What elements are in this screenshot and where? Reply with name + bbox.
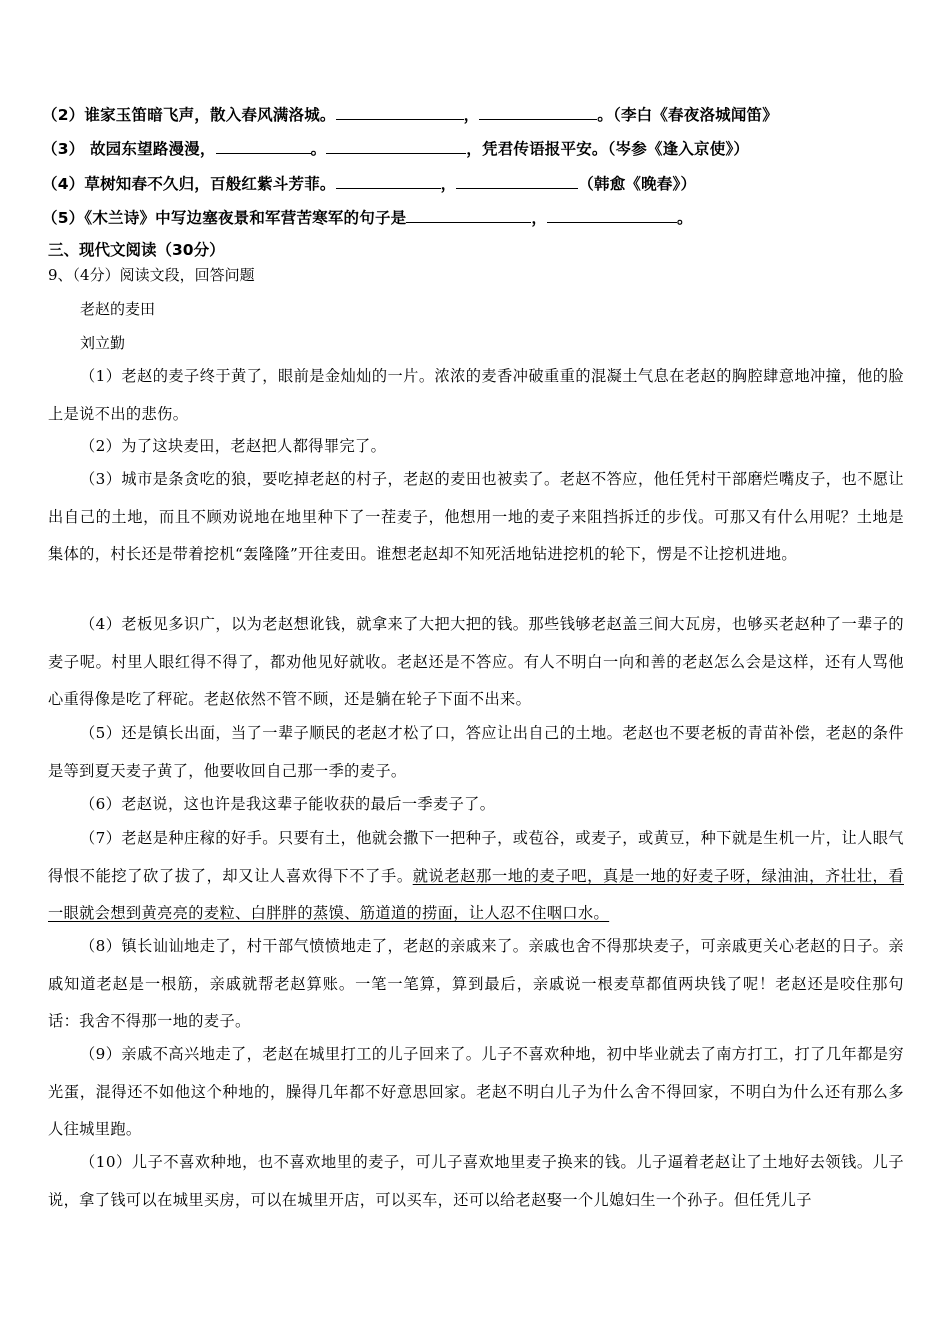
answer-blank[interactable] bbox=[479, 105, 597, 120]
fill-item-prompt: 故园东望路漫漫， bbox=[84, 140, 216, 158]
fill-item-number: （5） bbox=[42, 209, 85, 227]
paragraph-9: （9）亲戚不高兴地走了，老赵在城里打工的儿子回来了。儿子不喜欢种地，初中毕业就去了南方打工，打了几年都是穷光蛋，混得还不如他这个种地的，臊得几年都不好意思回家。老赵不明白儿子为什么舍不得回家，不明白为什么还有那么多人往城里跑。 bbox=[48, 1045, 904, 1138]
article-title: 老赵的麦田 bbox=[80, 300, 156, 318]
paragraph-10: （10）儿子不喜欢种地，也不喜欢地里的麦子，可儿子喜欢地里麦子换来的钱。儿子逼着老赵让了土地好去领钱。儿子说，拿了钱可以在城里买房，可以在城里开店，可以买车，还可以给老赵娶一个儿媳妇生一个孙子。但任凭儿子 bbox=[48, 1153, 904, 1209]
fill-item-prompt: 谁家玉笛暗飞声，散入春风满洛城。 bbox=[84, 106, 336, 124]
paragraph-6: （6）老赵说，这也许是我这辈子能收获的最后一季麦子了。 bbox=[80, 795, 496, 813]
paragraph-7: （7）老赵是种庄稼的好手。只要有土，他就会撒下一把种子，或苞谷，或麦子，或黄豆，种下就是生机一片，让人眼气得恨不能挖了砍了拔了，却又让人喜欢得下不了手。就说老赵那一地的麦子吧，真是一地的好麦子呀，绿油油，齐壮壮，看一眼就会想到黄亮亮的麦粒、白胖胖的蒸馍、筋道道的捞面，让人忍不住咽口水。 bbox=[48, 829, 904, 922]
underlined-passage: 就说老赵那一地的麦子吧，真是一地的好麦子呀，绿油油，齐壮壮，看一眼就会想到黄亮亮的麦粒、白胖胖的蒸馍、筋道道的捞面，让人忍不住咽口水。 bbox=[48, 866, 904, 922]
fill-item-prompt: 《木兰诗》中写边塞夜景和军营苦寒军的句子是 bbox=[84, 209, 407, 227]
fill-item-number: （2） bbox=[42, 106, 85, 124]
answer-blank[interactable] bbox=[336, 174, 441, 189]
paragraph-5: （5）还是镇长出面，当了一辈子顺民的老赵才松了口，答应让出自己的土地。老赵也不要老板的青苗补偿，老赵的条件是等到夏天麦子黄了，他要收回自己那一季的麦子。 bbox=[48, 724, 904, 780]
paragraph-4: （4）老板见多识广，以为老赵想讹钱，就拿来了大把大把的钱。那些钱够老赵盖三间大瓦房，也够买老赵种了一辈子的麦子呢。村里人眼红得不得了，都劝他见好就收。老赵还是不答应。有人不明白一向和善的老赵怎么会是这样，还有人骂他心重得像是吃了秤砣。老赵依然不管不顾，还是躺在轮子下面不出来。 bbox=[48, 615, 904, 708]
paragraph-1: （1）老赵的麦子终于黄了，眼前是金灿灿的一片。浓浓的麦香冲破重重的混凝土气息在老赵的胸腔肆意地冲撞，他的脸上是说不出的悲伤。 bbox=[48, 367, 904, 423]
fill-item-3: （3） 故园东望路漫漫， 。 ，凭君传语报平安。（岑参《逢入京使》） bbox=[42, 140, 750, 158]
section-title: 三、现代文阅读（30分） bbox=[48, 241, 225, 259]
fill-item-5: （5）《木兰诗》中写边塞夜景和军营苦寒军的句子是 ， 。 bbox=[42, 209, 693, 227]
answer-blank[interactable] bbox=[216, 139, 311, 154]
fill-item-source: （韩愈《晚春》） bbox=[578, 175, 697, 193]
fill-item-number: （4） bbox=[42, 175, 85, 193]
answer-blank[interactable] bbox=[336, 105, 464, 120]
article-author: 刘立勤 bbox=[80, 334, 126, 352]
paragraph-2: （2）为了这块麦田，老赵把人都得罪完了。 bbox=[80, 437, 387, 455]
fill-item-prompt: 草树知春不久归，百般红紫斗芳菲。 bbox=[84, 175, 336, 193]
answer-blank[interactable] bbox=[406, 208, 531, 223]
fill-item-source: 。（李白《春夜洛城闻笛》 bbox=[597, 106, 778, 124]
answer-blank[interactable] bbox=[547, 208, 677, 223]
answer-blank[interactable] bbox=[456, 174, 578, 189]
question-label: 9、（4分）阅读文段，回答问题 bbox=[48, 266, 255, 284]
fill-item-source: ，凭君传语报平安。（岑参《逢入京使》） bbox=[466, 140, 750, 158]
fill-item-number: （3） bbox=[42, 140, 85, 158]
paragraph-8: （8）镇长讪讪地走了，村干部气愤愤地走了，老赵的亲戚来了。亲戚也舍不得那块麦子，可亲戚更关心老赵的日子。亲戚知道老赵是一根筋，亲戚就帮老赵算账。一笔一笔算，算到最后，亲戚说一根麦草都值两块钱了呢！老赵还是咬住那句话：我舍不得那一地的麦子。 bbox=[48, 937, 904, 1030]
fill-item-2: （2）谁家玉笛暗飞声，散入春风满洛城。 ， 。（李白《春夜洛城闻笛》 bbox=[42, 106, 778, 124]
answer-blank[interactable] bbox=[326, 139, 466, 154]
fill-item-4: （4）草树知春不久归，百般红紫斗芳菲。 ， （韩愈《晚春》） bbox=[42, 175, 697, 193]
paragraph-3: （3）城市是条贪吃的狼，要吃掉老赵的村子，老赵的麦田也被卖了。老赵不答应，他任凭村干部磨烂嘴皮子，也不愿让出自己的土地，而且不顾劝说地在地里种下了一茬麦子，他想用一地的麦子来阻挡拆迁的步伐。可那又有什么用呢？土地是集体的，村长还是带着挖机“轰隆隆”开往麦田。谁想老赵却不知死活地钻进挖机的轮下，愣是不让挖机进地。 bbox=[48, 470, 904, 563]
